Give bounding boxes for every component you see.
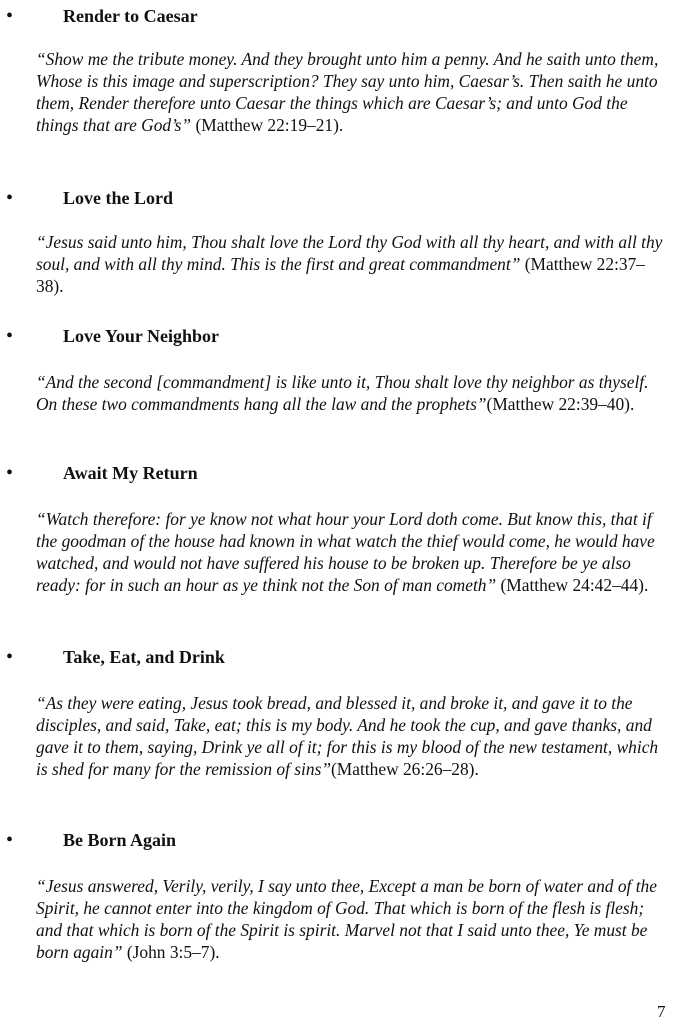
bullet: • <box>6 462 14 484</box>
scripture-reference: (Matthew 24:42–44). <box>496 575 649 595</box>
scripture-reference: (John 3:5–7). <box>122 942 220 962</box>
section-heading: Be Born Again <box>63 830 177 850</box>
page-number: 7 <box>657 1002 666 1021</box>
scripture-passage <box>36 231 668 297</box>
scripture-reference: (Matthew 22:37–38). <box>36 254 645 296</box>
scripture-quote: “Show me the tribute money. And they brought unto him a penny. And he saith unto them, Whose is this image and superscription? They say unto him, Caesar’s. Then saith he unto them, Render therefore unto Caesar the things which are Caesar’s; and unto God the things that are God’s” <box>36 49 659 135</box>
scripture-passage <box>36 48 668 136</box>
scripture-quote: “Jesus said unto him, Thou shalt love the Lord thy God with all thy heart, and with all thy soul, and with all thy mind. This is the first and great commandment” <box>36 232 663 274</box>
section-heading: Love Your Neighbor <box>63 326 220 346</box>
scripture-passage <box>36 875 668 963</box>
bullet: • <box>6 325 14 347</box>
scripture-quote: “Watch therefore: for ye know not what hour your Lord doth come. But know this, that if the goodman of the house had known in what watch the thief would come, he would have watched, and would not have suffered his house to be broken up. Therefore be ye also ready: for in such an hour as ye think not the Son of man cometh” <box>36 509 655 595</box>
scripture-reference: (Matthew 26:26–28). <box>331 759 479 779</box>
section-heading: Take, Eat, and Drink <box>63 647 225 667</box>
section-heading: Await My Return <box>63 463 198 483</box>
scripture-quote: “And the second [commandment] is like unto it, Thou shalt love thy neighbor as thyself. On these two commandments hang all the law and the prophets” <box>36 372 649 414</box>
scripture-quote: “As they were eating, Jesus took bread, and blessed it, and broke it, and gave it to the disciples, and said, Take, eat; this is my body. And he took the cup, and gave thanks, and gave it to them, saying, Drink ye all of it; for this is my blood of the new testament, which is shed for many for the remission of sins” <box>36 693 659 779</box>
scripture-quote: “Jesus answered, Verily, verily, I say unto thee, Except a man be born of water and of the Spirit, he cannot enter into the kingdom of God. That which is born of the flesh is flesh; and that which is born of the Spirit is spirit. Marvel not that I said unto thee, Ye must be born again” <box>36 876 657 962</box>
bullet: • <box>6 646 14 668</box>
scripture-reference: (Matthew 22:39–40). <box>486 394 635 414</box>
bullet: • <box>6 5 14 27</box>
scripture-reference: (Matthew 22:19–21). <box>191 115 344 135</box>
bullet: • <box>6 187 14 209</box>
bullet: • <box>6 829 14 851</box>
scripture-passage <box>36 692 668 780</box>
section-heading: Render to Caesar <box>63 6 198 26</box>
section-heading: Love the Lord <box>63 188 173 208</box>
scripture-passage <box>36 508 668 596</box>
scripture-passage <box>36 371 668 415</box>
